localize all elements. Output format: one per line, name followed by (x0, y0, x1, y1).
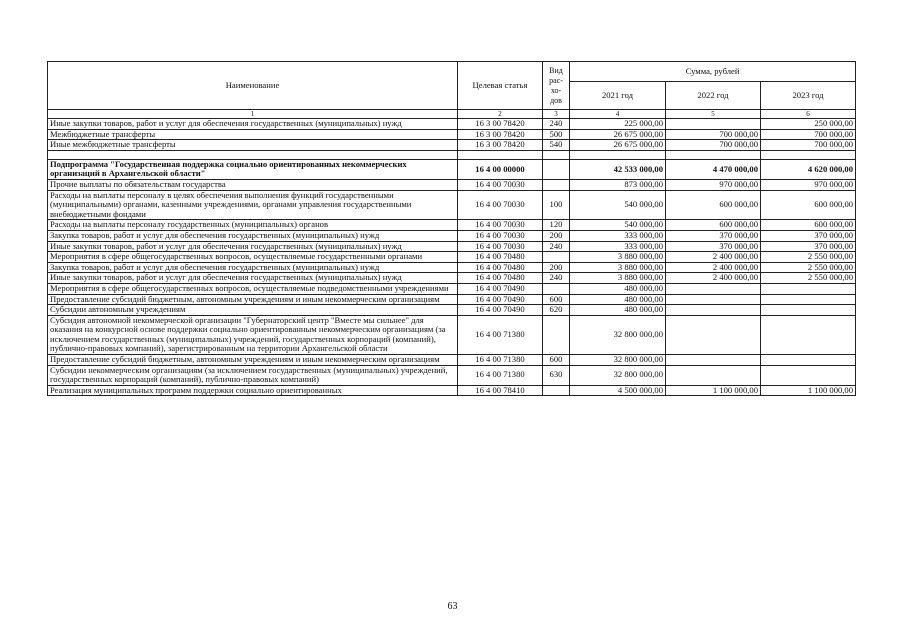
row-sum-2021: 540 000,00 (570, 190, 666, 220)
row-target-article: 16 4 00 70490 (458, 294, 543, 305)
row-expense-type: 100 (543, 190, 570, 220)
row-name: Подпрограмма "Государственная поддержка социально ориентированных некоммерческих организаций в Архангельской области" (48, 159, 458, 179)
blank-cell (458, 150, 543, 159)
row-name: Закупка товаров, работ и услуг для обеспечения государственных (муниципальных) нужд (48, 262, 458, 273)
table-row (48, 179, 856, 190)
row-name: Иные закупки товаров, работ и услуг для обеспечения государственных (муниципальных) нужд (48, 241, 458, 252)
column-index: 1 (48, 110, 458, 119)
row-sum-2021: 4 500 000,00 (570, 385, 666, 396)
row-target-article: 16 4 00 71380 (458, 365, 543, 385)
row-sum-2021: 873 000,00 (570, 179, 666, 190)
row-name: Иные закупки товаров, работ и услуг для обеспечения государственных (муниципальных) нужд (48, 119, 458, 130)
row-sum-2022: 2 400 000,00 (666, 273, 761, 284)
row-sum-2021: 480 000,00 (570, 305, 666, 316)
row-sum-2023 (761, 283, 856, 294)
blank-cell (761, 150, 856, 159)
row-sum-2022 (666, 315, 761, 354)
row-sum-2021: 32 800 000,00 (570, 355, 666, 366)
row-expense-type (543, 179, 570, 190)
row-sum-2022 (666, 283, 761, 294)
row-sum-2023: 970 000,00 (761, 179, 856, 190)
row-expense-type (543, 385, 570, 396)
row-target-article: 16 4 00 70030 (458, 179, 543, 190)
row-sum-2023 (761, 315, 856, 354)
row-target-article: 16 3 00 78420 (458, 140, 543, 151)
row-name: Предоставление субсидий бюджетным, автономным учреждениям и иным некоммерческим организациям (48, 294, 458, 305)
table-row (48, 305, 856, 316)
row-name: Иные межбюджетные трансферты (48, 140, 458, 151)
row-expense-type: 600 (543, 355, 570, 366)
row-sum-2021: 540 000,00 (570, 220, 666, 231)
header-name: Наименование (48, 62, 458, 110)
row-sum-2021: 26 675 000,00 (570, 129, 666, 140)
row-sum-2022: 600 000,00 (666, 220, 761, 231)
table-row (48, 385, 856, 396)
row-sum-2023: 600 000,00 (761, 190, 856, 220)
row-target-article: 16 4 00 71380 (458, 355, 543, 366)
row-name: Мероприятия в сфере общегосударственных вопросов, осуществляемые подведомственными учреждениями (48, 283, 458, 294)
row-target-article: 16 4 00 70030 (458, 230, 543, 241)
row-sum-2022: 1 100 000,00 (666, 385, 761, 396)
row-expense-type: 600 (543, 294, 570, 305)
table-row (48, 230, 856, 241)
budget-table (47, 61, 856, 396)
row-expense-type: 240 (543, 119, 570, 130)
blank-cell (48, 150, 458, 159)
row-sum-2023 (761, 305, 856, 316)
row-target-article: 16 4 00 70480 (458, 262, 543, 273)
row-sum-2022: 700 000,00 (666, 129, 761, 140)
row-sum-2022: 970 000,00 (666, 179, 761, 190)
row-sum-2022 (666, 365, 761, 385)
row-target-article: 16 4 00 70490 (458, 283, 543, 294)
header-expense-type: Вид рас-хо-дов (543, 62, 570, 110)
row-sum-2023 (761, 355, 856, 366)
row-sum-2021: 333 000,00 (570, 241, 666, 252)
row-sum-2023: 1 100 000,00 (761, 385, 856, 396)
table-row (48, 365, 856, 385)
row-sum-2021: 26 675 000,00 (570, 140, 666, 151)
row-target-article: 16 4 00 70030 (458, 220, 543, 231)
row-sum-2021: 225 000,00 (570, 119, 666, 130)
table-row (48, 283, 856, 294)
blank-row (48, 150, 856, 159)
page-number: 63 (447, 601, 458, 612)
row-target-article: 16 4 00 70490 (458, 305, 543, 316)
header-target-article: Целевая статья (458, 62, 543, 110)
row-name: Расходы на выплаты персоналу в целях обеспечения выполнения функций государственными (муниципальными) органами, казенными учреждениями, органами управления государственными внебюджетными фондами (48, 190, 458, 220)
row-name: Субсидия автономной некоммерческой организации "Губернаторский центр "Вместе мы сильнее" для оказания на конкурсной основе поддержки социально ориентированным некоммерческим организациям (за исключением государственных (муниципальных) учреждений, государственных корпораций (компаний), публично-правовых компаний), зарегистрированным на территории Архангельской области (48, 315, 458, 354)
row-sum-2023: 370 000,00 (761, 241, 856, 252)
row-sum-2022 (666, 355, 761, 366)
row-expense-type: 200 (543, 262, 570, 273)
row-expense-type: 540 (543, 140, 570, 151)
row-expense-type: 500 (543, 129, 570, 140)
table-row (48, 119, 856, 130)
row-sum-2023: 370 000,00 (761, 230, 856, 241)
table-row (48, 262, 856, 273)
row-target-article: 16 4 00 78410 (458, 385, 543, 396)
table-row (48, 315, 856, 354)
header-year-2023: 2023 год (761, 82, 856, 110)
row-expense-type: 240 (543, 273, 570, 284)
row-target-article: 16 3 00 78420 (458, 129, 543, 140)
table-row (48, 190, 856, 220)
row-expense-type: 120 (543, 220, 570, 231)
row-target-article: 16 3 00 78420 (458, 119, 543, 130)
row-sum-2023: 700 000,00 (761, 140, 856, 151)
column-index: 2 (458, 110, 543, 119)
blank-cell (543, 150, 570, 159)
row-expense-type: 620 (543, 305, 570, 316)
table-row (48, 273, 856, 284)
row-target-article: 16 4 00 70480 (458, 273, 543, 284)
row-sum-2023: 600 000,00 (761, 220, 856, 231)
row-sum-2023 (761, 294, 856, 305)
row-sum-2023 (761, 365, 856, 385)
row-sum-2023: 2 550 000,00 (761, 252, 856, 263)
row-sum-2023: 2 550 000,00 (761, 262, 856, 273)
budget-table-sheet (47, 61, 855, 396)
row-sum-2022: 2 400 000,00 (666, 252, 761, 263)
row-sum-2023: 700 000,00 (761, 129, 856, 140)
row-target-article: 16 4 00 00000 (458, 159, 543, 179)
table-row (48, 294, 856, 305)
row-sum-2022 (666, 305, 761, 316)
row-sum-2021: 42 533 000,00 (570, 159, 666, 179)
row-sum-2022: 4 470 000,00 (666, 159, 761, 179)
row-expense-type: 200 (543, 230, 570, 241)
row-sum-2023: 250 000,00 (761, 119, 856, 130)
row-expense-type (543, 159, 570, 179)
table-row (48, 159, 856, 179)
row-expense-type (543, 283, 570, 294)
header-year-2022: 2022 год (666, 82, 761, 110)
row-name: Расходы на выплаты персоналу государственных (муниципальных) органов (48, 220, 458, 231)
row-name: Субсидии некоммерческим организациям (за исключением государственных (муниципальных) учреждений, государственных корпораций (компаний), публично-правовых компаний) (48, 365, 458, 385)
row-name: Реализация муниципальных программ поддержки социально ориентированных (48, 385, 458, 396)
row-sum-2021: 32 800 000,00 (570, 365, 666, 385)
row-target-article: 16 4 00 70030 (458, 241, 543, 252)
column-index: 6 (761, 110, 856, 119)
column-index-row (48, 110, 856, 119)
row-sum-2021: 333 000,00 (570, 230, 666, 241)
row-name: Субсидии автономным учреждениям (48, 305, 458, 316)
row-sum-2021: 3 880 000,00 (570, 273, 666, 284)
row-sum-2022: 600 000,00 (666, 190, 761, 220)
row-expense-type: 240 (543, 241, 570, 252)
table-row (48, 252, 856, 263)
row-name: Мероприятия в сфере общегосударственных вопросов, осуществляемые государственными органами (48, 252, 458, 263)
row-name: Прочие выплаты по обязательствам государства (48, 179, 458, 190)
row-sum-2023: 2 550 000,00 (761, 273, 856, 284)
header-sum: Сумма, рублей (570, 62, 856, 82)
table-body (48, 119, 856, 396)
row-sum-2022: 370 000,00 (666, 230, 761, 241)
row-sum-2022: 700 000,00 (666, 140, 761, 151)
header-year-2021: 2021 год (570, 82, 666, 110)
row-sum-2021: 3 880 000,00 (570, 262, 666, 273)
column-index: 3 (543, 110, 570, 119)
row-sum-2022: 2 400 000,00 (666, 262, 761, 273)
row-target-article: 16 4 00 71380 (458, 315, 543, 354)
table-row (48, 129, 856, 140)
row-name: Иные закупки товаров, работ и услуг для обеспечения государственных (муниципальных) нужд (48, 273, 458, 284)
row-name: Межбюджетные трансферты (48, 129, 458, 140)
column-index: 5 (666, 110, 761, 119)
row-sum-2022 (666, 119, 761, 130)
row-name: Закупка товаров, работ и услуг для обеспечения государственных (муниципальных) нужд (48, 230, 458, 241)
row-sum-2022: 370 000,00 (666, 241, 761, 252)
row-name: Предоставление субсидий бюджетным, автономным учреждениям и иным некоммерческим организациям (48, 355, 458, 366)
row-expense-type (543, 315, 570, 354)
table-header (48, 62, 856, 119)
row-sum-2022 (666, 294, 761, 305)
row-expense-type: 630 (543, 365, 570, 385)
row-target-article: 16 4 00 70030 (458, 190, 543, 220)
table-row (48, 241, 856, 252)
blank-cell (666, 150, 761, 159)
row-sum-2021: 480 000,00 (570, 283, 666, 294)
row-sum-2021: 32 800 000,00 (570, 315, 666, 354)
row-sum-2021: 480 000,00 (570, 294, 666, 305)
table-row (48, 140, 856, 151)
row-sum-2023: 4 620 000,00 (761, 159, 856, 179)
row-sum-2021: 3 880 000,00 (570, 252, 666, 263)
blank-cell (570, 150, 666, 159)
column-index: 4 (570, 110, 666, 119)
row-expense-type (543, 252, 570, 263)
table-row (48, 220, 856, 231)
table-row (48, 355, 856, 366)
row-target-article: 16 4 00 70480 (458, 252, 543, 263)
